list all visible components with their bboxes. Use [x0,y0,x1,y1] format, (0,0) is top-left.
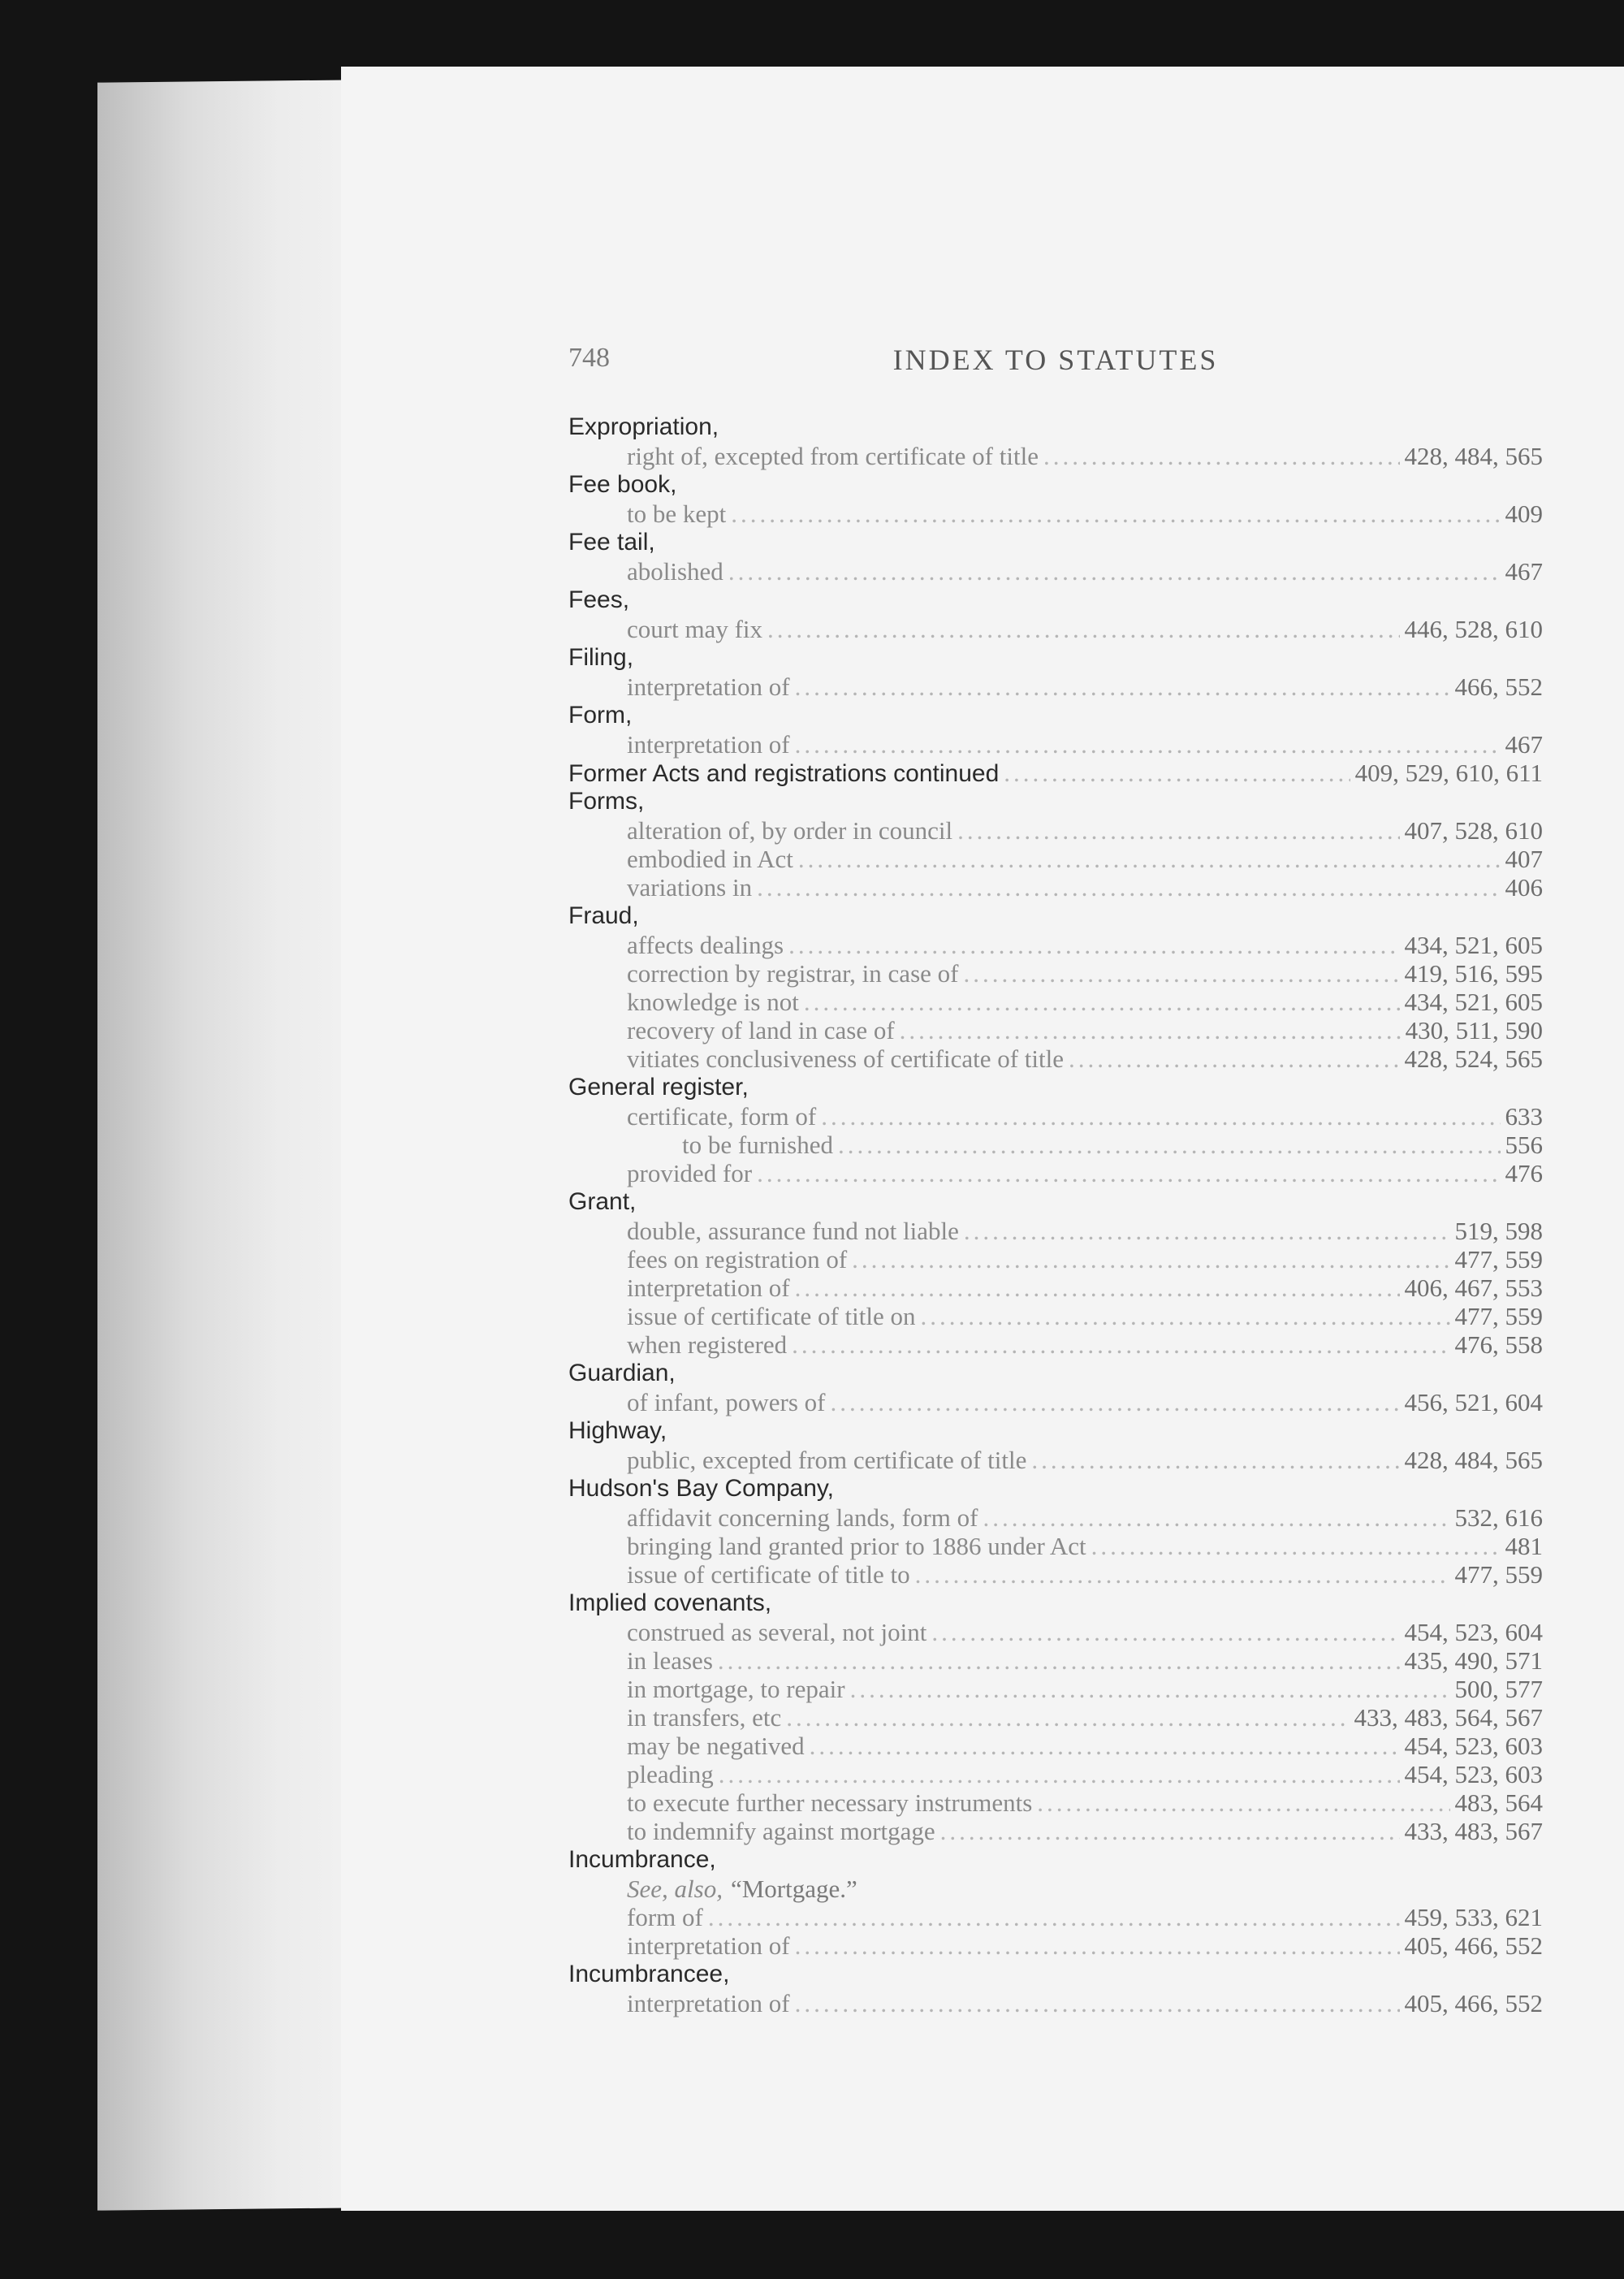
page-references: 446, 528, 610 [1404,615,1543,643]
page-references: 454, 523, 604 [1404,1618,1543,1646]
index-subentry [568,1016,1543,1044]
subentry-text: may be negatived [627,1732,805,1760]
index-subentry [568,816,1543,845]
index-subentry [568,1817,1543,1845]
page-references: 434, 521, 605 [1404,931,1543,959]
index-subentry [568,1245,1543,1274]
index-subentry [568,1532,1543,1560]
subentry-text: correction by registrar, in case of [627,959,959,988]
index-subentry [568,1618,1543,1646]
page-references: 428, 484, 565 [1404,442,1543,470]
dot-leader [852,1245,1449,1274]
subentry-text: variations in [627,873,753,902]
index-subentry [568,1446,1543,1474]
page-references: 477, 559 [1454,1560,1543,1589]
subentry-text: issue of certificate of title on [627,1302,916,1330]
subentry-text: to indemnify against mortgage [627,1817,935,1845]
index-entry-heading: Fee book, [568,471,677,498]
dot-leader [719,1760,1400,1788]
book-page [341,67,1624,2211]
index-subentry [568,931,1543,959]
subentry-text: in leases [627,1646,713,1675]
dot-leader [788,931,1399,959]
page-references: 406 [1505,873,1543,902]
subentry-text: provided for [627,1159,753,1187]
subentry-text: alteration of, by order in council [627,816,953,845]
dot-leader [792,1330,1449,1359]
page-references: 428, 484, 565 [1404,1446,1543,1474]
subentry-text: embodied in Act [627,845,793,873]
index-entry-heading: Incumbrance, [568,1846,716,1873]
index-entries [568,413,1543,2017]
index-subentry [568,1274,1543,1302]
index-entry-heading: Fee tail, [568,529,655,556]
index-subentry [568,1732,1543,1760]
dot-leader [821,1102,1500,1131]
page-references: 556 [1505,1131,1543,1159]
see-also-label: See, also, [627,1875,723,1903]
page-references: 481 [1505,1532,1543,1560]
subentry-text: to be furnished [682,1131,833,1159]
dot-leader [795,730,1501,759]
page-references: 477, 559 [1454,1245,1543,1274]
dot-leader [931,1618,1399,1646]
dot-leader [795,1989,1400,2017]
page-number: 748 [568,343,610,373]
index-subentry [568,1131,1543,1159]
subentry-text: in transfers, etc [627,1703,782,1732]
dot-leader [1031,1446,1399,1474]
dot-leader [1043,442,1400,470]
dot-leader [838,1131,1501,1159]
dot-leader [1091,1532,1501,1560]
subentry-text: fees on registration of [627,1245,848,1274]
index-subentry [568,1102,1543,1131]
index-subentry [568,730,1543,759]
subentry-text: of infant, powers of [627,1388,826,1416]
dot-leader [804,988,1400,1016]
page-references: 435, 490, 571 [1404,1646,1543,1675]
dot-leader [915,1560,1450,1589]
dot-leader [708,1903,1400,1931]
index-subentry [568,1044,1543,1073]
page-references: 407 [1505,845,1543,873]
page-references: 633 [1505,1102,1543,1131]
index-subentry [568,1388,1543,1416]
index-subentry [568,1931,1543,1960]
see-also-target: “Mortgage.” [730,1875,857,1903]
page-references: 409 [1505,499,1543,528]
index-entry-heading: Fees, [568,586,630,613]
page-references: 476 [1505,1159,1543,1187]
page-references: 433, 483, 567 [1404,1817,1543,1845]
page-references: 519, 598 [1454,1217,1543,1245]
index-entry-heading: Forms, [568,788,645,815]
index-entry-heading: Former Acts and registrations continued [568,760,1000,787]
page-references: 406, 467, 553 [1404,1274,1543,1302]
index-subentry [568,1159,1543,1187]
page-references: 434, 521, 605 [1404,988,1543,1016]
index-entry-heading: Highway, [568,1417,667,1444]
page-title: INDEX TO STATUTES [892,344,1219,376]
dot-leader [964,1217,1450,1245]
page-references: 428, 524, 565 [1404,1044,1543,1073]
index-subentry [568,1503,1543,1532]
dot-leader [731,499,1500,528]
page-references: 467 [1505,730,1543,759]
subentry-text: to execute further necessary instruments [627,1788,1033,1817]
index-subentry [568,672,1543,701]
subentry-text: affects dealings [627,931,784,959]
index-subentry [568,1646,1543,1675]
index-entry-heading: Guardian, [568,1360,676,1386]
index-subentry [568,1330,1543,1359]
subentry-text: affidavit concerning lands, form of [627,1503,978,1532]
subentry-text: double, assurance fund not liable [627,1217,959,1245]
subentry-text: to be kept [627,499,727,528]
index-subentry [568,1302,1543,1330]
dot-leader [767,615,1399,643]
subentry-text: interpretation of [627,1931,790,1960]
index-subentry [568,1903,1543,1931]
subentry-text: bringing land granted prior to 1886 under Act [627,1532,1086,1560]
index-entry-heading: Grant, [568,1188,637,1215]
dot-leader [718,1646,1400,1675]
dot-leader [1069,1044,1400,1073]
dot-leader [983,1503,1449,1532]
page-references: 454, 523, 603 [1404,1760,1543,1788]
index-subentry [568,1560,1543,1589]
subentry-text: right of, excepted from certificate of title [627,442,1039,470]
subentry-text: interpretation of [627,1274,790,1302]
page-references: 477, 559 [1454,1302,1543,1330]
index-subentry [568,557,1543,586]
index-entry-heading: Form, [568,702,633,729]
page-references: 433, 483, 564, 567 [1354,1703,1543,1732]
subentry-text: court may fix [627,615,763,643]
page-references: 476, 558 [1454,1330,1543,1359]
page-references: 405, 466, 552 [1404,1989,1543,2017]
index-subentry [568,988,1543,1016]
index-subentry [568,1675,1543,1703]
dot-leader [810,1732,1400,1760]
page-references: 419, 516, 595 [1404,959,1543,988]
page-references: 467 [1505,557,1543,586]
subentry-text: interpretation of [627,1989,790,2017]
subentry-text: interpretation of [627,730,790,759]
page-references: 500, 577 [1454,1675,1543,1703]
index-subentry [568,1703,1543,1732]
dot-leader [757,873,1500,902]
dot-leader [786,1703,1349,1732]
cross-reference [568,1875,1543,1903]
subentry-text: in mortgage, to repair [627,1675,845,1703]
dot-leader [900,1016,1401,1044]
dot-leader [963,959,1399,988]
index-subentry [568,959,1543,988]
subentry-text: vitiates conclusiveness of certificate of title [627,1044,1064,1073]
dot-leader [728,557,1501,586]
page-references: 459, 533, 621 [1404,1903,1543,1931]
subentry-text: construed as several, not joint [627,1618,927,1646]
index-subentry [568,1788,1543,1817]
index-subentry [568,873,1543,902]
index-subentry [568,442,1543,470]
index-entry-heading: Incumbrancee, [568,1961,730,1987]
index-entry-heading: General register, [568,1074,749,1101]
dot-leader [795,1274,1400,1302]
dot-leader [795,1931,1400,1960]
subentry-text: knowledge is not [627,988,799,1016]
index-entry-heading: Hudson's Bay Company, [568,1475,834,1502]
page-references: 466, 552 [1454,672,1543,701]
index-subentry [568,1217,1543,1245]
subentry-text: pleading [627,1760,714,1788]
dot-leader [957,816,1399,845]
dot-leader [798,845,1501,873]
dot-leader [921,1302,1450,1330]
index-entry-heading: Implied covenants, [568,1589,772,1616]
index-subentry [568,1989,1543,2017]
page-references: 405, 466, 552 [1404,1931,1543,1960]
subentry-text: public, excepted from certificate of title [627,1446,1027,1474]
subentry-text: abolished [627,557,723,586]
dot-leader [1037,1788,1449,1817]
index-subentry [568,1760,1543,1788]
page-references: 532, 616 [1454,1503,1543,1532]
dot-leader [940,1817,1400,1845]
dot-leader [795,672,1450,701]
index-subentry [568,499,1543,528]
subentry-text: issue of certificate of title to [627,1560,910,1589]
running-head [568,343,1543,391]
index-subentry [568,845,1543,873]
index-content [568,343,1543,2017]
page-edge [97,80,357,2210]
page-references: 454, 523, 603 [1404,1732,1543,1760]
dot-leader [850,1675,1450,1703]
dot-leader [757,1159,1500,1187]
subentry-text: form of [627,1903,703,1931]
page-references: 407, 528, 610 [1404,816,1543,845]
page-references: 456, 521, 604 [1404,1388,1543,1416]
subentry-text: interpretation of [627,672,790,701]
index-entry-heading: Fraud, [568,902,639,929]
index-entry-heading-row [568,759,1543,787]
dot-leader [831,1388,1400,1416]
index-entry-heading: Expropriation, [568,413,719,440]
page-references: 483, 564 [1454,1788,1543,1817]
dot-leader [1004,759,1350,787]
subentry-text: certificate, form of [627,1102,817,1131]
index-entry-heading: Filing, [568,644,634,671]
subentry-text: when registered [627,1330,788,1359]
page-references: 409, 529, 610, 611 [1354,759,1543,787]
subentry-text: recovery of land in case of [627,1016,895,1044]
index-subentry [568,615,1543,643]
page-references: 430, 511, 590 [1405,1016,1543,1044]
